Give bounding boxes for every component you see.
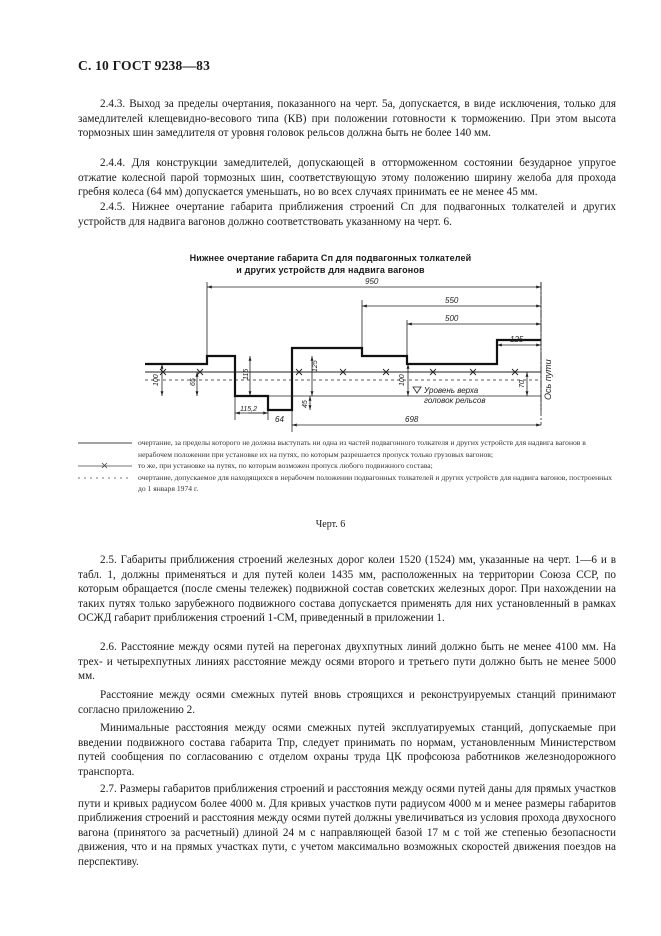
dim-label-125-top: 125 <box>510 335 524 344</box>
dim-label-100-right: 100 <box>399 374 406 386</box>
legend-item-cross: то же, при установке на путях, по которым возможен пропуск любого подвижного состава; <box>78 460 618 472</box>
rail-level-label2: головок рельсов <box>424 396 486 405</box>
dim-label-500: 500 <box>445 314 459 323</box>
figure-title-line1: Нижнее очертание габарита Сп для подвагонных толкателей <box>189 253 472 263</box>
dim-label-950: 950 <box>365 277 379 286</box>
figure-title-line2: и других устройств для надвига вагонов <box>236 265 425 275</box>
paragraph-2-4-5: 2.4.5. Нижнее очертание габарита приближения строений Сп для подвагонных толкателей и других устройств для надвига вагонов должно соответствовать указанному на черт. 6. <box>78 201 616 228</box>
paragraph-2-4-4: 2.4.4. Для конструкции замедлителей, допускающей в отторможенном состоянии безударное упругое отжатие колесной парой тормозных шин, соответствующую этому положению ширину желоба для прохода гребня колеса (64 мм) допускается уменьшать, но во всех случаях принимать ее не менее 45 мм. <box>78 157 616 199</box>
track-axis-label: Ось пути <box>543 359 553 400</box>
figure-caption: Черт. 6 <box>315 519 346 530</box>
page-header: С. 10 ГОСТ 9238—83 <box>78 58 211 73</box>
dim-label-550: 550 <box>445 296 459 305</box>
paragraph-2-7: 2.7. Размеры габаритов приближения строений и расстояния между осями путей даны для прямых участков пути и кривых радиусом более 4000 м. Для кривых участков пути радиусом 4000 м и менее размеры габаритов приближения строений и расстояния между осями путей должны увеличиваться из условия прохода двухосного вагона (принятого за расчетный) длиной 24 м с направляющей базой 17 м с той же степенью безопасности движения, что и на прямых участках пути, с учетом максимально возможных скоростей движения поездов на перспективу. <box>78 783 616 868</box>
legend-item-solid: очертание, за пределы которого не должна выступать ни одна из частей подвагонного толкателя и других устройств для надвига вагонов в нерабочем положении при установке их на путях, по которым разрешается пропуск только грузовых вагонов; <box>138 438 586 459</box>
paragraph-2-5: 2.5. Габариты приближения строений железных дорог колеи 1520 (1524) мм, указанные на черт. 1—6 и в табл. 1, должны применяться и для путей колеи 1435 мм, расположенных на территории Союза ССР, по которым обращается (после смены тележек) подвижной состав советских железных дорог. При нахождении на таких путях только зарубежного подвижного состава допускается применять для них установленный в рамках ОСЖД габарит приближения строений 1-СМ, приведенный в приложении 1. <box>78 554 616 625</box>
legend-item-dashed: очертание, допускаемое для находящихся в нерабочем положении подвагонных толкателей и других устройств для надвига вагонов, построенных до 1 января 1974 г. <box>138 472 613 494</box>
clearance-drawing <box>0 270 661 435</box>
level-marker-icon <box>413 387 421 393</box>
dim-label-125: 125 <box>312 360 319 372</box>
dim-label-115: 115 <box>243 368 250 380</box>
dim-label-64: 64 <box>275 415 284 424</box>
paragraph-2-4-3: 2.4.3. Выход за пределы очертания, показанного на черт. 5а, допускается, в виде исключения, только для замедлителей клещевидно-весового типа (КВ) при положении готовности к торможению. При этом высота тормозных шин замедлителя от уровня головок рельсов должна быть не более 140 мм. <box>78 98 616 140</box>
paragraph-2-6-stations: Расстояние между осями смежных путей вновь строящихся и реконструируемых станций принимают согласно приложению 2. <box>78 689 616 716</box>
dim-label-45: 45 <box>302 400 309 408</box>
rail-level-label1: Уровень верха <box>424 386 479 395</box>
paragraph-2-6: 2.6. Расстояние между осями путей на перегонах двухпутных линий должно быть не менее 4100 мм. На трех- и четырехпутных линиях расстояние между осями второго и третьего пути должно быть не менее 5000 мм. <box>78 641 616 683</box>
dim-label-65: 65 <box>190 378 197 386</box>
dim-label-100-left: 100 <box>153 374 160 386</box>
dim-label-115-2: 115,2 <box>240 406 257 413</box>
dim-label-70: 70 <box>519 380 526 388</box>
paragraph-2-6-min: Минимальные расстояния между осями смежных путей эксплуатируемых станций, допускаемые при введении подвижного состава габарита Тпр, следует принимать по нормам, установленным Министерством путей сообщения по согласованию с отделом охраны труда ЦК профсоюза работников железнодорожного транспорта. <box>78 722 616 778</box>
legend <box>78 437 618 495</box>
dim-label-698: 698 <box>405 415 419 424</box>
